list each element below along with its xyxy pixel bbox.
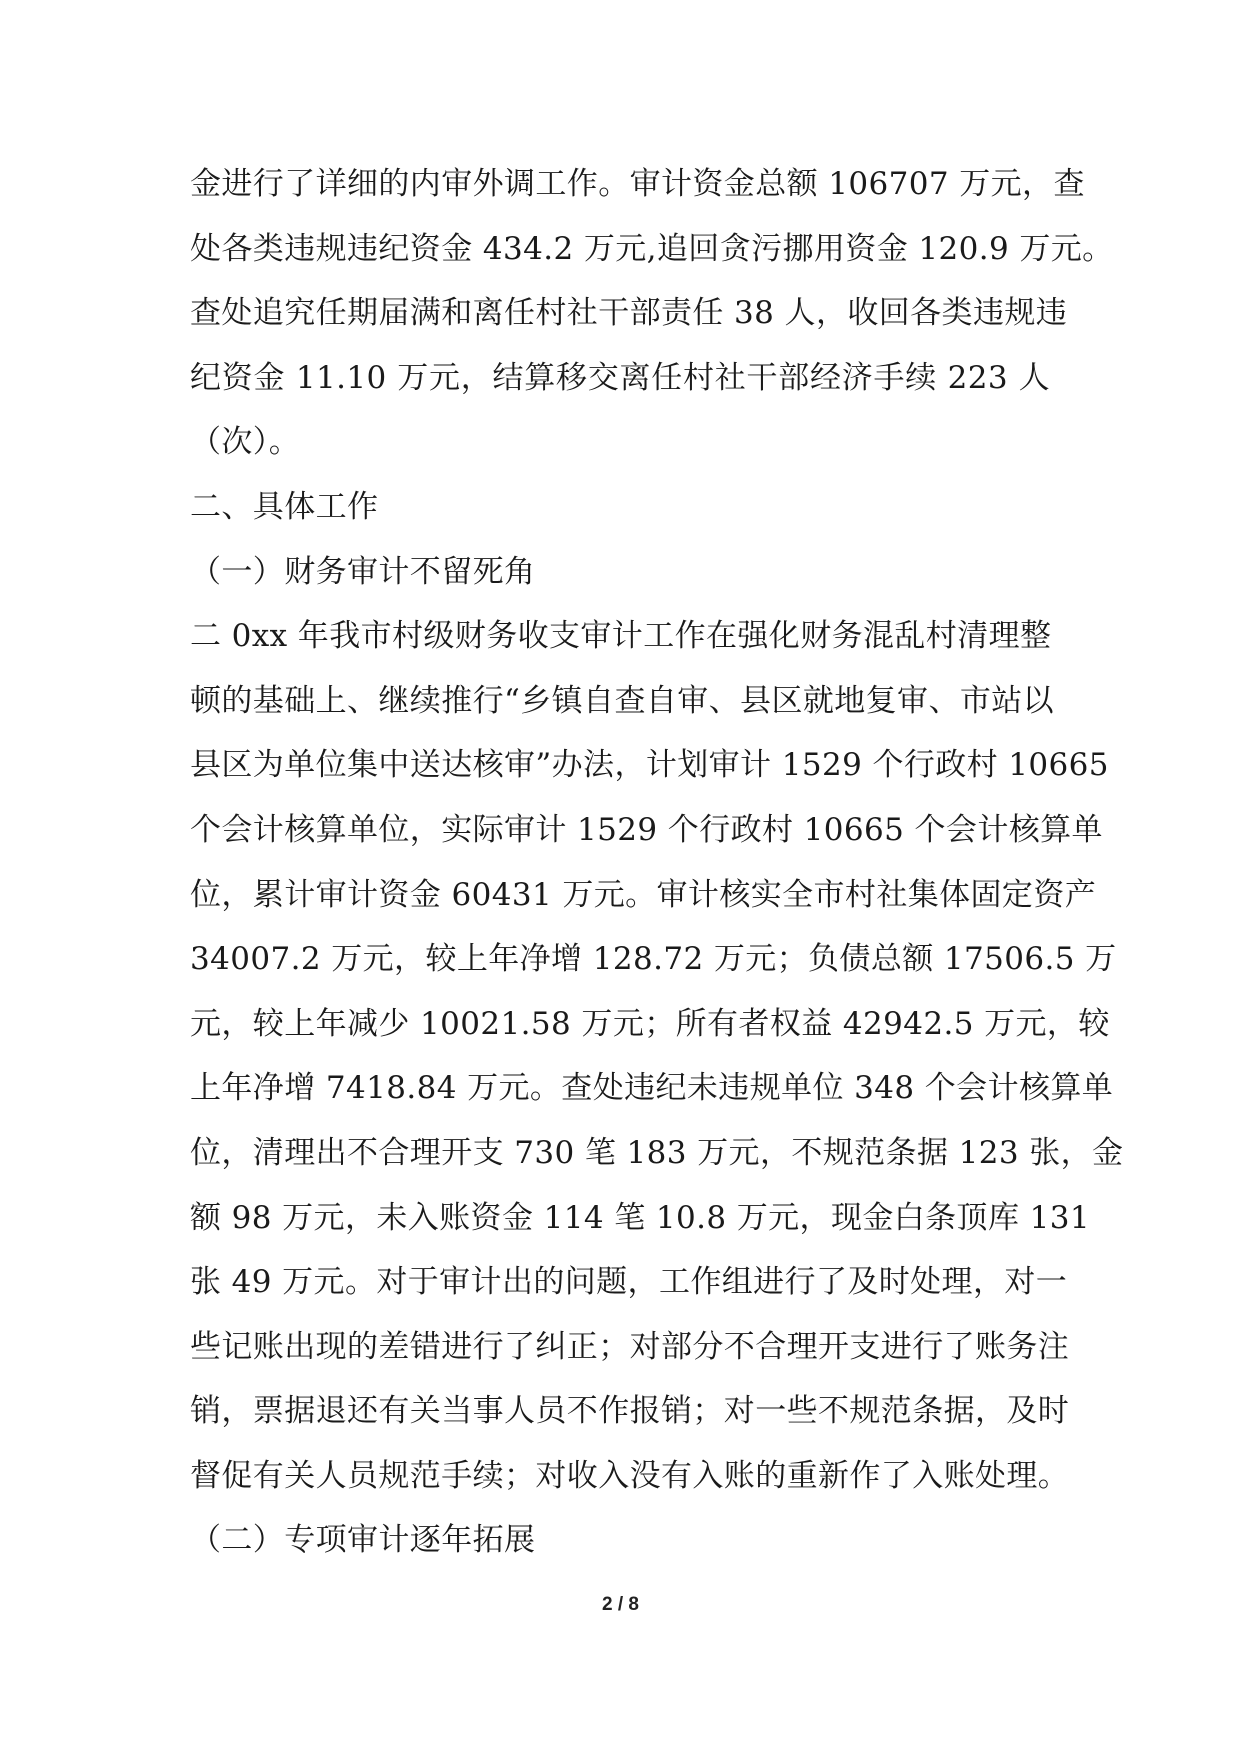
text-line: 县区为单位集中送达核审”办法，计划审计 1529 个行政村 10665 [190,747,1109,784]
text-line: 位，累计审计资金 60431 万元。审计核实全市村社集体固定资产 [190,876,1097,913]
text-line: 金进行了详细的内审外调工作。审计资金总额 106707 万元，查 [190,166,1085,202]
text-line: 二 0xx 年我市村级财务收支审计工作在强化财务混乱村清理整 [190,618,1052,655]
text-line: 查处追究任期届满和离任村社干部责任 38 人，收回各类违规违 [190,295,1068,332]
page-number: 2 / 8 [602,1594,639,1615]
text-line: 顿的基础上、继续推行“乡镇自查自审、县区就地复审、市站以 [190,682,1055,719]
text-line: （一）财务审计不留死角 [190,553,536,590]
text-line: 上年净增 7418.84 万元。查处违纪未违规单位 348 个会计核算单 [190,1070,1114,1107]
text-line: 督促有关人员规范手续；对收入没有入账的重新作了入账处理。 [190,1457,1070,1494]
text-line: 额 98 万元，未入账资金 114 笔 10.8 万元，现金白条顶库 131 [190,1199,1090,1236]
document-body [190,152,1124,1573]
text-line: （次）。 [190,424,301,461]
text-line: 张 49 万元。对于审计出的问题，工作组进行了及时处理，对一 [190,1264,1068,1301]
text-line: 些记账出现的差错进行了纠正；对部分不合理开支进行了账务注 [190,1328,1070,1365]
text-line: （二）专项审计逐年拓展 [190,1522,536,1559]
text-line: 个会计核算单位，实际审计 1529 个行政村 10665 个会计核算单 [190,811,1103,848]
text-line: 纪资金 11.10 万元，结算移交离任村社干部经济手续 223 人 [190,359,1050,396]
text-line: 34007.2 万元，较上年净增 128.72 万元；负债总额 17506.5 万 [190,941,1117,978]
text-line: 二、具体工作 [190,488,379,525]
text-line: 位，清理出不合理开支 730 笔 183 万元，不规范条据 123 张，金 [190,1134,1124,1171]
text-line: 处各类违规违纪资金 434.2 万元,追回贪污挪用资金 120.9 万元。 [190,230,1114,267]
text-line: 元，较上年减少 10021.58 万元；所有者权益 42942.5 万元，较 [190,1005,1110,1042]
text-line: 销，票据退还有关当事人员不作报销；对一些不规范条据，及时 [190,1393,1070,1430]
